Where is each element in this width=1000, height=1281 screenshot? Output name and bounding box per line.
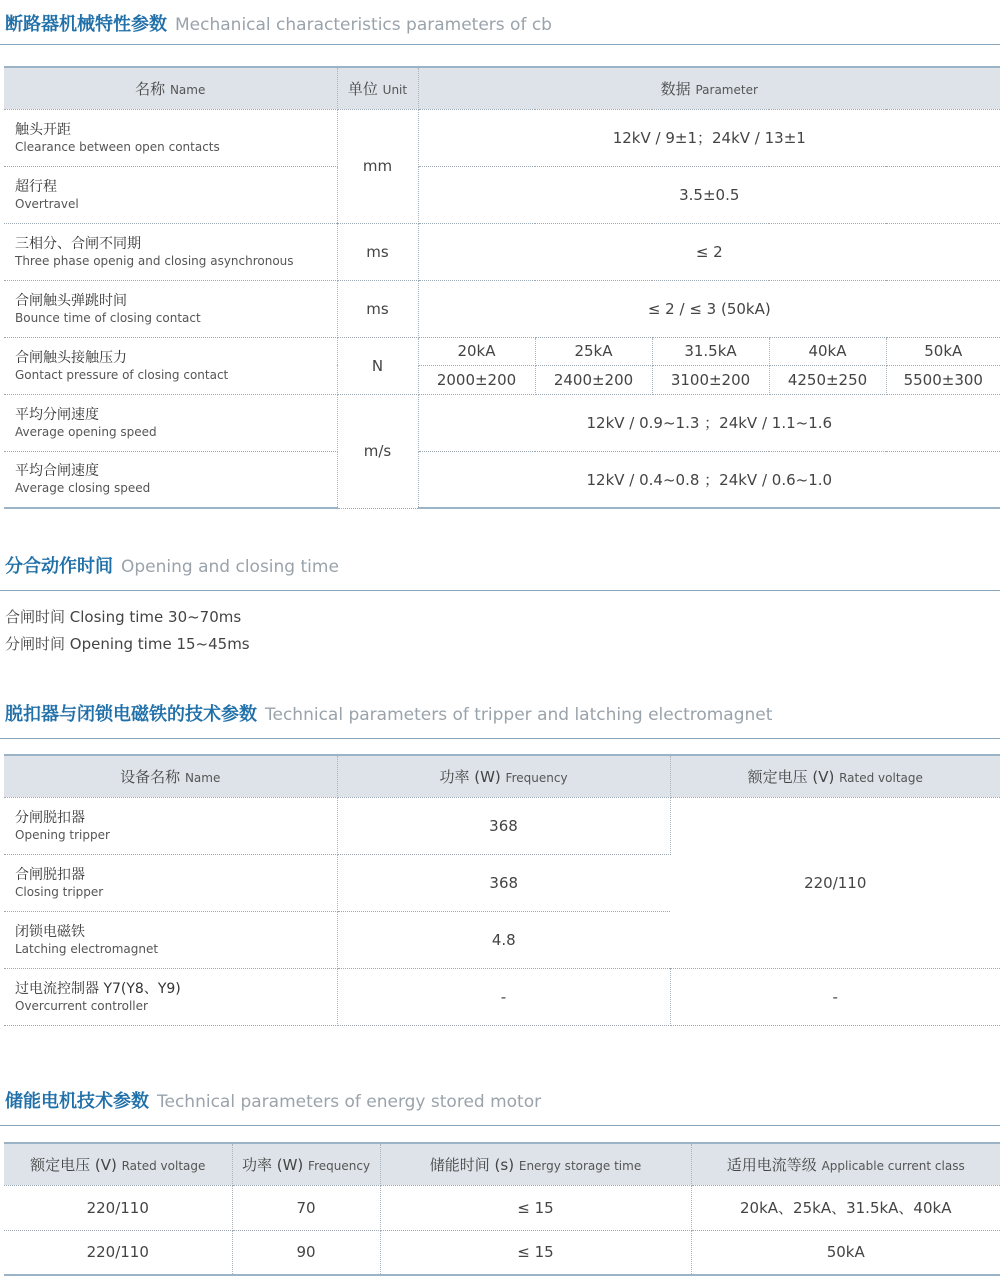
pressure-value-cell: 2400±200 bbox=[535, 365, 652, 394]
table-row bbox=[4, 968, 1000, 1025]
value-cell: ≤ 2 bbox=[418, 223, 1000, 280]
row-label: 触头开距 Clearance between open contacts bbox=[4, 109, 337, 166]
row-label: 过电流控制器 Y7(Y8、Y9) Overcurrent controller bbox=[4, 968, 337, 1025]
current-rating-cell: 20kA bbox=[418, 337, 535, 365]
current-rating-cell: 40kA bbox=[769, 337, 886, 365]
table-row bbox=[4, 1230, 1000, 1275]
voltage-cell: 220/110 bbox=[4, 1230, 232, 1275]
section-title-zh: 储能电机技术参数 bbox=[5, 1091, 149, 1112]
tripper-table bbox=[4, 754, 1000, 1026]
header-device: 设备名称 Name bbox=[4, 755, 337, 797]
header-parameter: 数据 Parameter bbox=[418, 67, 1000, 109]
table-header-row bbox=[4, 755, 1000, 797]
power-cell: 368 bbox=[337, 854, 670, 911]
pressure-value-cell: 4250±250 bbox=[769, 365, 886, 394]
section-title-en: Technical parameters of tripper and latching electromagnet bbox=[265, 705, 773, 725]
row-label: 闭锁电磁铁 Latching electromagnet bbox=[4, 911, 337, 968]
table-row bbox=[4, 166, 1000, 223]
section-title-timing bbox=[5, 552, 339, 578]
value-cell: 3.5±0.5 bbox=[418, 166, 1000, 223]
current-rating-cell: 50kA bbox=[886, 337, 1000, 365]
motor-table bbox=[4, 1142, 1000, 1276]
table-row bbox=[4, 109, 1000, 166]
section-title-en: Opening and closing time bbox=[121, 557, 339, 577]
table-row bbox=[4, 394, 1000, 451]
current-class-cell: 20kA、25kA、31.5kA、40kA bbox=[691, 1185, 1000, 1230]
section-title-motor bbox=[5, 1087, 541, 1113]
value-cell: 12kV / 0.4~0.8 ；24kV / 0.6~1.0 bbox=[418, 451, 1000, 508]
voltage-cell: - bbox=[670, 968, 1000, 1025]
unit-cell: ms bbox=[337, 280, 418, 337]
table-header-row bbox=[4, 67, 1000, 109]
row-label: 分闸脱扣器 Opening tripper bbox=[4, 797, 337, 854]
section-title-zh: 断路器机械特性参数 bbox=[5, 14, 167, 35]
row-label: 合闸触头接触压力 Gontact pressure of closing contact bbox=[4, 337, 337, 394]
current-class-cell: 50kA bbox=[691, 1230, 1000, 1275]
opening-time-line: 分闸时间 Opening time 15~45ms bbox=[5, 635, 250, 653]
power-cell: 368 bbox=[337, 797, 670, 854]
unit-cell: m/s bbox=[337, 394, 418, 508]
current-rating-cell: 25kA bbox=[535, 337, 652, 365]
voltage-cell: 220/110 bbox=[670, 797, 1000, 968]
voltage-cell: 220/110 bbox=[4, 1185, 232, 1230]
pressure-value-cell: 3100±200 bbox=[652, 365, 769, 394]
row-label: 平均合闸速度 Average closing speed bbox=[4, 451, 337, 508]
header-time: 储能时间 (s) Energy storage time bbox=[380, 1143, 691, 1185]
value-cell: 12kV / 9±1；24kV / 13±1 bbox=[418, 109, 1000, 166]
unit-cell: N bbox=[337, 337, 418, 394]
row-label: 合闸触头弹跳时间 Bounce time of closing contact bbox=[4, 280, 337, 337]
table-row bbox=[4, 337, 1000, 365]
pressure-value-cell: 2000±200 bbox=[418, 365, 535, 394]
power-cell: 4.8 bbox=[337, 911, 670, 968]
section-divider bbox=[0, 1125, 1000, 1126]
section-title-zh: 脱扣器与闭锁电磁铁的技术参数 bbox=[5, 704, 257, 725]
row-label: 超行程 Overtravel bbox=[4, 166, 337, 223]
value-cell: 12kV / 0.9~1.3 ；24kV / 1.1~1.6 bbox=[418, 394, 1000, 451]
pressure-value-cell: 5500±300 bbox=[886, 365, 1000, 394]
header-power: 功率 (W) Frequency bbox=[337, 755, 670, 797]
mechanical-table bbox=[4, 66, 1000, 509]
section-title-en: Mechanical characteristics parameters of cb bbox=[175, 15, 552, 35]
power-cell: - bbox=[337, 968, 670, 1025]
time-cell: ≤ 15 bbox=[380, 1230, 691, 1275]
header-unit: 单位 Unit bbox=[337, 67, 418, 109]
closing-time-line: 合闸时间 Closing time 30~70ms bbox=[5, 608, 242, 626]
section-divider bbox=[0, 590, 1000, 591]
time-cell: ≤ 15 bbox=[380, 1185, 691, 1230]
table-row bbox=[4, 280, 1000, 337]
table-row bbox=[4, 451, 1000, 508]
row-label: 合闸脱扣器 Closing tripper bbox=[4, 854, 337, 911]
power-cell: 90 bbox=[232, 1230, 380, 1275]
table-header-row bbox=[4, 1143, 1000, 1185]
unit-cell: mm bbox=[337, 109, 418, 223]
table-row bbox=[4, 223, 1000, 280]
section-divider bbox=[0, 738, 1000, 739]
header-voltage: 额定电压 (V) Rated voltage bbox=[670, 755, 1000, 797]
row-label: 三相分、合闸不同期 Three phase openig and closing asynchronous bbox=[4, 223, 337, 280]
header-name: 名称 Name bbox=[4, 67, 337, 109]
section-divider bbox=[0, 44, 1000, 45]
header-current-class: 适用电流等级 Applicable current class bbox=[691, 1143, 1000, 1185]
row-label: 平均分闸速度 Average opening speed bbox=[4, 394, 337, 451]
section-title-zh: 分合动作时间 bbox=[5, 556, 113, 577]
section-title-en: Technical parameters of energy stored motor bbox=[157, 1092, 542, 1112]
current-rating-cell: 31.5kA bbox=[652, 337, 769, 365]
unit-cell: ms bbox=[337, 223, 418, 280]
header-power: 功率 (W) Frequency bbox=[232, 1143, 380, 1185]
section-title-tripper bbox=[5, 700, 772, 726]
table-row bbox=[4, 797, 1000, 854]
table-row bbox=[4, 1185, 1000, 1230]
power-cell: 70 bbox=[232, 1185, 380, 1230]
header-voltage: 额定电压 (V) Rated voltage bbox=[4, 1143, 232, 1185]
section-title-mechanical bbox=[5, 10, 552, 36]
value-cell: ≤ 2 / ≤ 3 (50kA) bbox=[418, 280, 1000, 337]
